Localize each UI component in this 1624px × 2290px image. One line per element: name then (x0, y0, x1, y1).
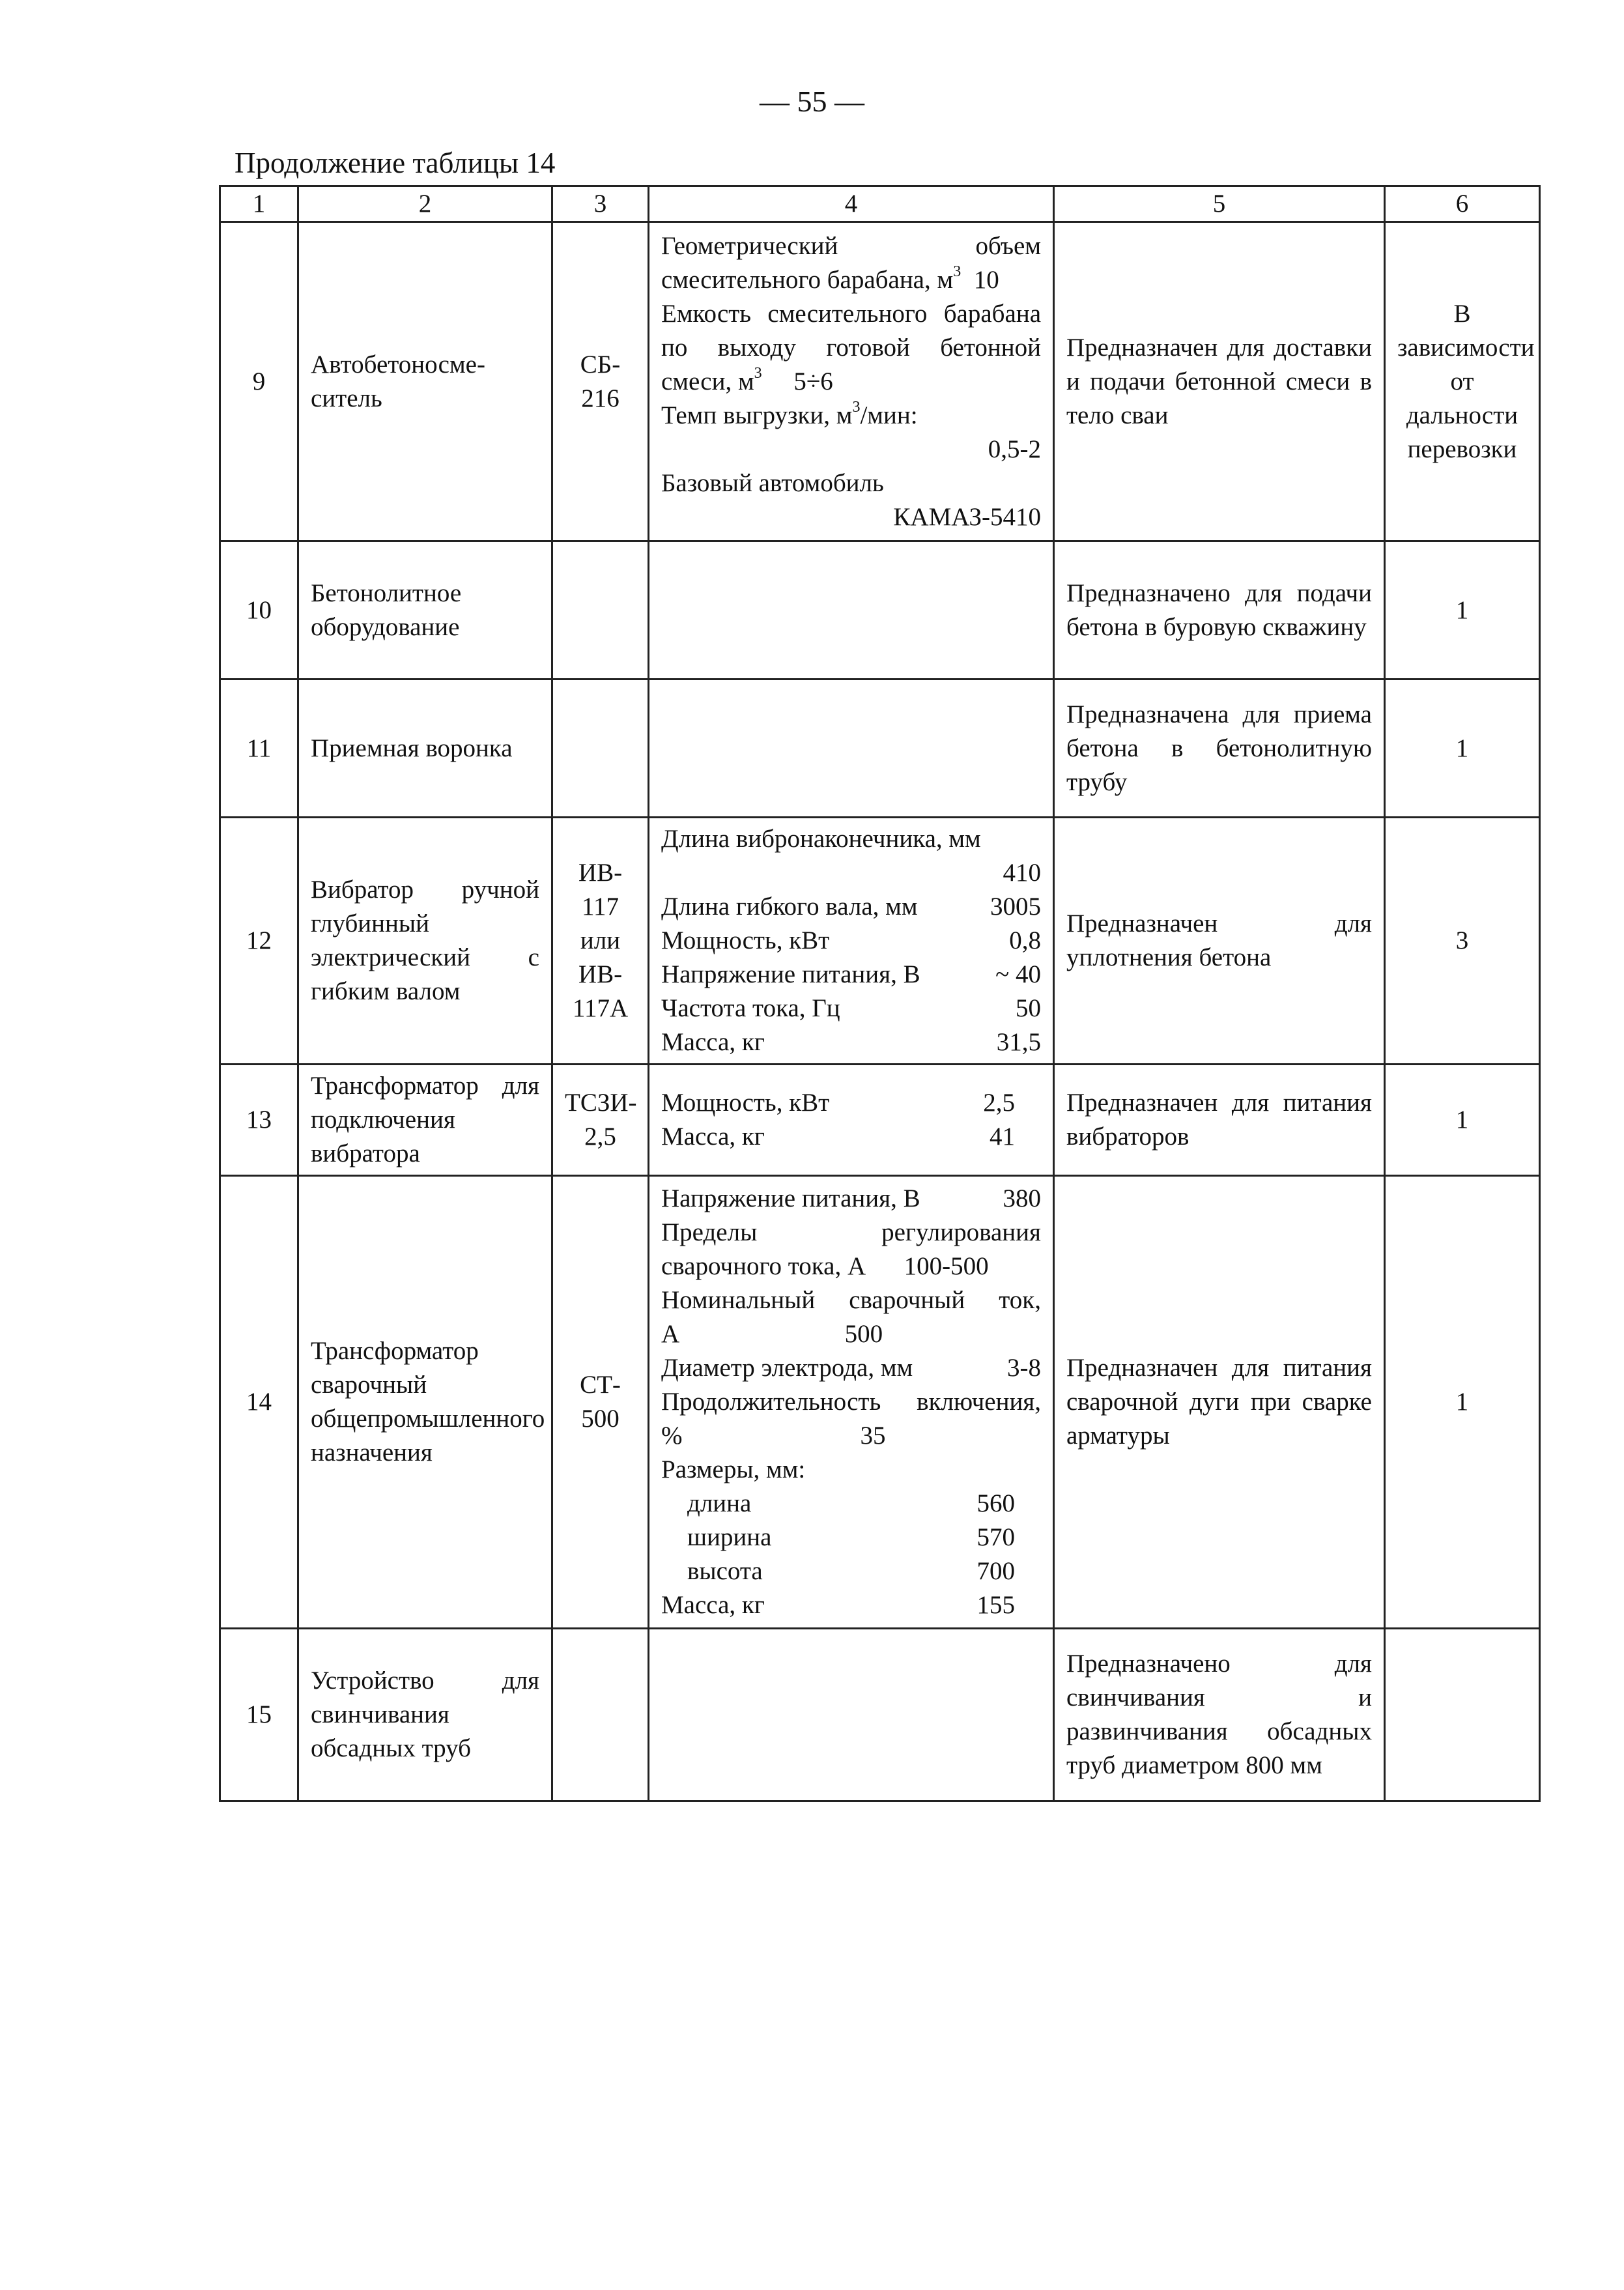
equipment-model (552, 1176, 649, 1629)
spec-value: 41 (990, 1123, 1015, 1151)
equipment-name: Устройство для свинчивания обсадных труб (298, 1629, 552, 1801)
spec-label: длина (687, 1489, 752, 1517)
model-line: 500 (581, 1405, 620, 1433)
spec-value: 35 (860, 1422, 886, 1450)
table-header-row (220, 186, 1540, 222)
model-line: ТСЗИ- (565, 1089, 637, 1117)
spec-item (661, 1521, 1041, 1554)
model-line: ИВ- (578, 859, 623, 887)
equipment-specs (649, 1176, 1054, 1629)
table-row (220, 1629, 1540, 1801)
name-line: ситель (311, 384, 382, 412)
spec-label: Размеры, мм: (661, 1455, 806, 1483)
spec-item (661, 1554, 1041, 1588)
equipment-specs (649, 1629, 1054, 1801)
table-row (220, 1176, 1540, 1629)
equipment-name: Вибратор ручной глубинный электрический с гибким валом (298, 818, 552, 1065)
spec-label: Масса, кг (661, 1028, 765, 1056)
spec-value: 50 (1016, 994, 1041, 1022)
equipment-specs (649, 680, 1054, 818)
equipment-model (552, 222, 649, 541)
spec-label: Масса, кг (661, 1123, 765, 1151)
spec-label: Продолжительность включения, % (661, 1388, 1041, 1450)
spec-item (661, 1182, 1041, 1216)
row-number: 12 (220, 818, 298, 1065)
spec-value: 3-8 (1007, 1354, 1041, 1382)
equipment-quantity: 3 (1385, 818, 1540, 1065)
model-line: ИВ- (578, 960, 623, 988)
equipment-purpose: Предназначен для уплотнения бетона (1054, 818, 1385, 1065)
spec-label: Емкость смесительного барабана по выходу готовой бетонной смеси, $м^3$ (661, 299, 1041, 395)
table-row (220, 541, 1540, 680)
spec-label: Мощность, кВт (661, 1089, 830, 1117)
table-row (220, 680, 1540, 818)
spec-value: ~ 40 (995, 960, 1041, 988)
model-line: СТ- (580, 1371, 621, 1399)
spec-item (661, 1216, 1041, 1283)
model-line: 2,5 (584, 1123, 616, 1151)
header-cell: 6 (1385, 186, 1540, 222)
equipment-specs (649, 222, 1054, 541)
spec-item (661, 297, 1041, 399)
spec-label: Мощность, кВт (661, 926, 830, 954)
model-line: СБ- (580, 350, 621, 379)
table-caption: Продолжение таблицы 14 (235, 147, 556, 179)
spec-label: Масса, кг (661, 1591, 765, 1619)
equipment-quantity: 1 (1385, 680, 1540, 818)
row-number: 13 (220, 1065, 298, 1176)
spec-value: 0,5-2 (988, 435, 1041, 463)
equipment-quantity: 1 (1385, 1176, 1540, 1629)
equipment-purpose: Предназначен для доставки и подачи бетонной смеси в тело сваи (1054, 222, 1385, 541)
spec-value: КАМАЗ-5410 (893, 502, 1041, 531)
spec-label: Пределы регулирования сварочного тока, А (661, 1218, 1041, 1280)
equipment-model (552, 680, 649, 818)
equipment-name (298, 222, 552, 541)
spec-value: 5÷6 (793, 367, 833, 395)
spec-value: 560 (976, 1489, 1015, 1517)
spec-value: 100-500 (904, 1252, 989, 1280)
table-row (220, 1065, 1540, 1176)
equipment-purpose: Предназначено для подачи бетона в буровую скважину (1054, 541, 1385, 680)
header-cell: 4 (649, 186, 1054, 222)
spec-label: высота (687, 1557, 763, 1585)
spec-value: 700 (976, 1557, 1015, 1585)
model-line: или (580, 926, 621, 954)
spec-item (661, 1283, 1041, 1351)
equipment-specs (649, 1065, 1054, 1176)
spec-label: Напряжение питания, В (661, 1184, 920, 1212)
model-line: 117 (581, 893, 620, 921)
spec-item (661, 924, 1041, 958)
equipment-quantity: 1 (1385, 1065, 1540, 1176)
equipment-name: Трансформатор для подключения вибратора (298, 1065, 552, 1176)
spec-label: Длина гибкого вала, мм (661, 893, 918, 921)
header-cell: 3 (552, 186, 649, 222)
table-row (220, 222, 1540, 541)
equipment-quantity: 1 (1385, 541, 1540, 680)
equipment-purpose: Предназначен для питания сварочной дуги при сварке арматуры (1054, 1176, 1385, 1629)
equipment-model (552, 818, 649, 1065)
spec-label: Темп выгрузки, $м^3$/мин: (661, 398, 918, 429)
equipment-purpose: Предназначена для приема бетона в бетонолитную трубу (1054, 680, 1385, 818)
spec-item (661, 1487, 1041, 1521)
equipment-specs (649, 541, 1054, 680)
spec-item (661, 1588, 1041, 1622)
spec-value: 500 (844, 1320, 883, 1348)
spec-value: 31,5 (996, 1028, 1041, 1056)
equipment-model (552, 541, 649, 680)
page-number: — 55 — (760, 85, 864, 118)
header-cell: 2 (298, 186, 552, 222)
spec-item (661, 958, 1041, 992)
row-number: 9 (220, 222, 298, 541)
model-line: 117А (572, 994, 629, 1022)
spec-value: 0,8 (1009, 926, 1041, 954)
row-number: 14 (220, 1176, 298, 1629)
spec-item (661, 1120, 1041, 1154)
spec-label: Диаметр электрода, мм (661, 1354, 913, 1382)
equipment-name: Трансформатор сварочный общепромышленного назначения (298, 1176, 552, 1629)
table-row (220, 818, 1540, 1065)
spec-value: 3005 (990, 893, 1041, 921)
spec-item (661, 1025, 1041, 1059)
spec-item (661, 1385, 1041, 1453)
equipment-purpose: Предназначен для питания вибраторов (1054, 1065, 1385, 1176)
equipment-table (219, 185, 1541, 1802)
spec-label: Частота тока, Гц (661, 994, 840, 1022)
equipment-model (552, 1629, 649, 1801)
spec-label: ширина (687, 1523, 772, 1551)
spec-item (661, 229, 1041, 297)
spec-item (661, 992, 1041, 1025)
row-number: 10 (220, 541, 298, 680)
equipment-name: Бетонолитное оборудование (298, 541, 552, 680)
spec-label: Номинальный сварочный ток, А (661, 1286, 1041, 1348)
spec-label: Длина вибронаконечника, мм (661, 825, 981, 853)
equipment-purpose: Предназначено для свинчивания и развинчивания обсадных труб диаметром 800 мм (1054, 1629, 1385, 1801)
name-line: Автобетоносме- (311, 350, 485, 379)
spec-item (661, 890, 1041, 924)
spec-value: 380 (1003, 1184, 1041, 1212)
spec-item (661, 1351, 1041, 1385)
equipment-quantity (1385, 1629, 1540, 1801)
spec-value: 155 (976, 1591, 1015, 1619)
spec-value: 410 (1003, 859, 1041, 887)
spec-item (661, 1086, 1041, 1120)
equipment-model (552, 1065, 649, 1176)
equipment-quantity: В зависимости от дальности перевозки (1385, 222, 1540, 541)
equipment-name: Приемная воронка (298, 680, 552, 818)
spec-label: Геометрический объем смесительного барабана, $м^3$ (661, 231, 1041, 294)
spec-value: 570 (976, 1523, 1015, 1551)
row-number: 11 (220, 680, 298, 818)
row-number: 15 (220, 1629, 298, 1801)
spec-label: Базовый автомобиль (661, 468, 884, 497)
header-cell: 5 (1054, 186, 1385, 222)
model-line: 216 (581, 384, 620, 412)
equipment-specs (649, 818, 1054, 1065)
header-cell: 1 (220, 186, 298, 222)
spec-value: 10 (973, 265, 999, 294)
spec-value: 2,5 (983, 1089, 1015, 1117)
spec-label: Напряжение питания, В (661, 960, 920, 988)
